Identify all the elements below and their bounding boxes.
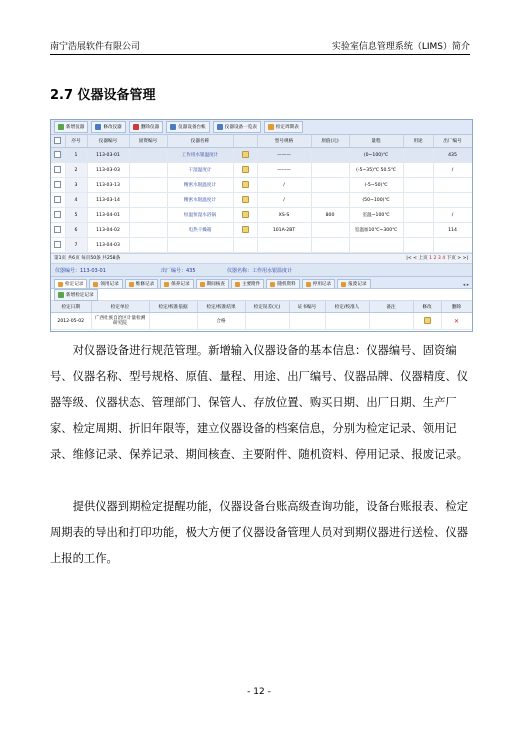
row-checkbox[interactable] bbox=[51, 223, 65, 238]
folder-icon bbox=[58, 282, 63, 287]
tab-repair[interactable]: 维修记录 bbox=[125, 279, 158, 288]
column-header: 删除 bbox=[441, 301, 472, 313]
add-icon bbox=[58, 292, 64, 298]
column-header: 检定/校准依据 bbox=[149, 301, 197, 313]
table-row[interactable]: 3 113-03-13 精密水银温度计 / (-5~50)℃ bbox=[51, 178, 472, 193]
column-header: 检定/校准人 bbox=[325, 301, 369, 313]
delete-record-icon[interactable]: ✕ bbox=[441, 313, 472, 330]
row-checkbox[interactable] bbox=[51, 193, 65, 208]
selected-code: 仪器编号：113-03-01 bbox=[55, 268, 106, 274]
column-header: 证书编号 bbox=[289, 301, 325, 313]
paragraph-2: 提供仪器到期检定提醒功能，仪器设备台账高级查询功能，设备台账报表、检定周期表的导出和打印功能，极大方便了仪器设备管理人员对到期仪器进行送检、仪器上报的工作。 bbox=[50, 500, 468, 565]
column-header[interactable]: 仪器名称 bbox=[167, 135, 233, 148]
edit-record-icon[interactable] bbox=[413, 313, 441, 330]
table-row[interactable]: 2 113-03-03 干湿温度计 ——— (-5~35)℃ 50.5℃ / bbox=[51, 163, 472, 178]
page-header bbox=[50, 38, 470, 55]
document-icon[interactable] bbox=[233, 163, 257, 178]
row-checkbox[interactable] bbox=[51, 178, 65, 193]
instrument-list-button[interactable]: 仪器设备一览表 bbox=[213, 121, 261, 133]
row-checkbox[interactable] bbox=[51, 238, 65, 253]
next-page-links[interactable]: 下页 > >| bbox=[446, 256, 468, 261]
folder-icon bbox=[200, 282, 205, 287]
table-row[interactable]: 1 113-03-01 工作用水银温度计 ——— (0~100)℃ 435 bbox=[51, 148, 472, 163]
ledger-button[interactable]: 仪器设备台帐 bbox=[166, 121, 210, 133]
tab-maintenance[interactable]: 保养记录 bbox=[160, 279, 193, 288]
tab-lending[interactable]: 领用记录 bbox=[89, 279, 122, 288]
delete-instrument-button[interactable]: 删除仪器 bbox=[129, 121, 163, 133]
column-header[interactable]: 量程 bbox=[349, 135, 403, 148]
tab-deactivation[interactable]: 停用记录 bbox=[302, 279, 335, 288]
document-icon[interactable] bbox=[233, 208, 257, 223]
folder-icon bbox=[93, 282, 98, 287]
lims-screenshot bbox=[50, 119, 473, 332]
column-header[interactable]: 序号 bbox=[65, 135, 87, 148]
table-row[interactable]: 6 113-04-02 电热干燥箱 101A-2BT 室温加10℃~300℃ 114 bbox=[51, 223, 472, 238]
column-header: 备注 bbox=[369, 301, 413, 313]
list-icon bbox=[217, 124, 223, 130]
paragraph-1: 对仪器设备进行规范管理。新增输入仪器设备的基本信息：仪器编号、固资编号、仪器名称、型号规格、原值、量程、用途、出厂编号、仪器品牌、仪器精度、仪器等级、仪器状态、管理部门、保管人、存放位置、购买日期、出厂日期、生产厂家、检定周期、折旧年限等，建立仪器设备的档案信息，分别为检定记录、领用记录、维修记录、保养记录、期间核查、主要附件、随机资料、停用记录、报废记录。 bbox=[50, 344, 468, 461]
column-header[interactable]: 型号规格 bbox=[257, 135, 311, 148]
add-calibration-record-button[interactable]: 新增检定记录 bbox=[54, 289, 98, 301]
tab-scrap[interactable]: 报废记录 bbox=[337, 279, 370, 288]
tab-calibration[interactable]: 检定记录 bbox=[54, 279, 87, 288]
folder-icon bbox=[235, 282, 240, 287]
toolbar bbox=[51, 120, 472, 135]
table-header bbox=[51, 135, 472, 148]
company-name: 南宁浩展软件有限公司 bbox=[50, 42, 141, 52]
edit-instrument-button[interactable]: 修改仪器 bbox=[91, 121, 125, 133]
column-header bbox=[233, 135, 257, 148]
table-row[interactable]: 5 113-04-01 恒温恒湿水浴锅 XS-S 800 室温~100℃ / bbox=[51, 208, 472, 223]
tab-interim-check[interactable]: 期间核查 bbox=[196, 279, 229, 288]
folder-icon bbox=[270, 282, 275, 287]
row-checkbox[interactable] bbox=[51, 148, 65, 163]
selected-name: 仪器名称：工作用水银温度计 bbox=[227, 268, 293, 274]
document-icon[interactable] bbox=[233, 223, 257, 238]
calibration-record-table bbox=[51, 301, 473, 330]
tab-documents[interactable]: 随机资料 bbox=[266, 279, 299, 288]
row-checkbox[interactable] bbox=[51, 208, 65, 223]
document-title: 实验室信息管理系统（LIMS）简介 bbox=[331, 42, 470, 52]
folder-icon bbox=[341, 282, 346, 287]
add-instrument-button[interactable]: 新增仪器 bbox=[54, 121, 88, 133]
folder-icon bbox=[129, 282, 134, 287]
column-header: 修改 bbox=[413, 301, 441, 313]
table-row[interactable]: 4 113-03-14 精密水银温度计 / (50~100)℃ bbox=[51, 193, 472, 208]
document-icon[interactable] bbox=[233, 193, 257, 208]
column-header[interactable]: 出厂编号 bbox=[433, 135, 472, 148]
delete-icon bbox=[133, 124, 139, 130]
column-header: 检定单位 bbox=[91, 301, 149, 313]
folder-icon bbox=[164, 282, 169, 287]
document-icon[interactable] bbox=[233, 148, 257, 163]
column-header: 检定误差(元) bbox=[245, 301, 289, 313]
column-header: 检定日期 bbox=[51, 301, 91, 313]
calibration-schedule-button[interactable]: 检定周期表 bbox=[264, 121, 303, 133]
edit-icon bbox=[95, 124, 101, 130]
column-header[interactable]: 仪器编号 bbox=[87, 135, 129, 148]
pagination-controls[interactable] bbox=[406, 255, 468, 261]
add-icon bbox=[58, 124, 64, 130]
row-checkbox[interactable] bbox=[51, 163, 65, 178]
ledger-icon bbox=[170, 124, 176, 130]
record-table-header bbox=[51, 301, 472, 313]
page-number-links[interactable]: 1 2 3 4 bbox=[429, 256, 446, 261]
section-title: 2.7 仪器设备管理 bbox=[50, 88, 156, 103]
calendar-icon bbox=[268, 124, 274, 130]
table-row[interactable]: 7 113-04-03 bbox=[51, 238, 472, 253]
tab-accessories[interactable]: 主要附件 bbox=[231, 279, 264, 288]
tab-scroll-arrows[interactable]: ◂ ▸ bbox=[462, 283, 469, 288]
document-icon[interactable] bbox=[233, 178, 257, 193]
selected-serial: 出厂编号：435 bbox=[161, 268, 196, 274]
pagination-summary: 第1页 共6页 每页50条 共258条 bbox=[54, 256, 121, 261]
folder-icon bbox=[306, 282, 311, 287]
table-row[interactable]: 2012-05-02 广西壮族自治区计量检测研究院 合格 ✕ bbox=[51, 313, 472, 330]
prev-page-links[interactable]: |< < 上页 bbox=[406, 256, 428, 261]
column-header[interactable]: 用途 bbox=[403, 135, 433, 148]
selected-instrument-info bbox=[51, 264, 472, 277]
column-header: 检定/校准结果 bbox=[197, 301, 245, 313]
record-toolbar bbox=[51, 289, 472, 301]
record-tabs bbox=[51, 277, 472, 289]
column-header[interactable]: 固资编号 bbox=[129, 135, 167, 148]
column-header[interactable]: 原值(元) bbox=[311, 135, 349, 148]
instrument-table bbox=[51, 135, 473, 253]
pagination-bar bbox=[51, 253, 472, 264]
page-number: - 12 - bbox=[247, 687, 271, 697]
select-all-checkbox[interactable] bbox=[51, 135, 65, 148]
